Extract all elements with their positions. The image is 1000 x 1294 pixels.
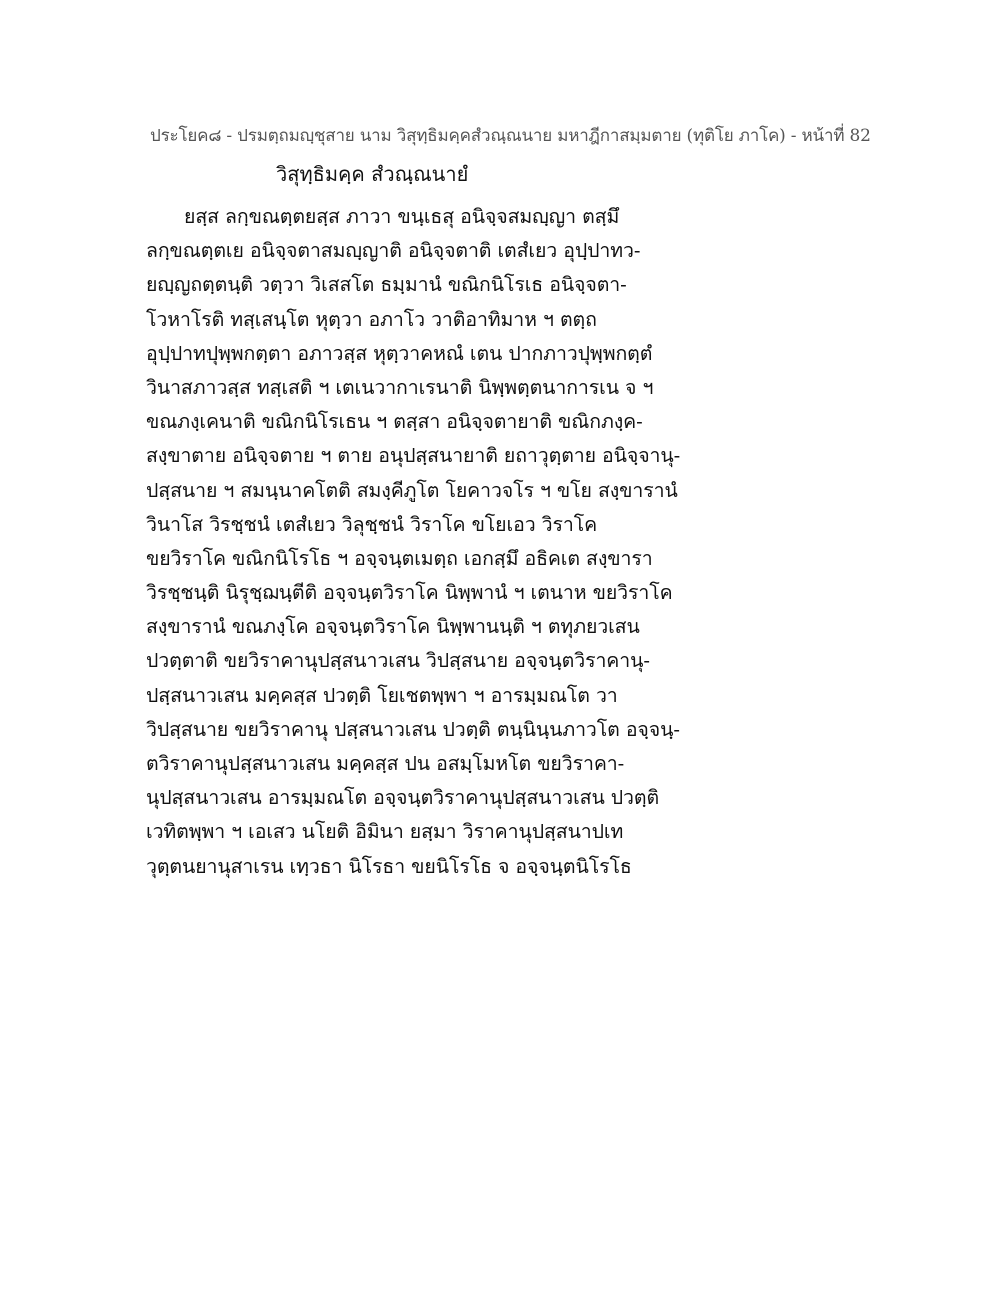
text-line: ปวตฺตาติ ขยวิราคานุปสฺสนาวเสน วิปสฺสนาย อจฺจนฺตวิราคานุ- <box>146 649 650 673</box>
body-text <box>146 200 706 884</box>
text-line: วุตฺตนยานุสาเรน เทฺวธา นิโรธา ขยนิโรโธ จ อจฺจนฺตนิโรโธ <box>146 854 632 878</box>
text-line: ลกฺขณตฺตเย อนิจฺจตาสมญฺญาติ อนิจฺจตาติ เตสํเยว อุปฺปาทว- <box>146 239 641 263</box>
text-line: นุปสฺสนาวเสน อารมฺมณโต อจฺจนฺตวิราคานุปสฺสนาวเสน ปวตฺติ <box>146 786 660 810</box>
text-line: ขยวิราโค ขณิกนิโรโธ ฯ อจฺจนฺตเมตฺถ เอกสฺมึ อธิคเต สงฺขารา <box>146 546 653 570</box>
text-line: วินาสภาวสฺส ทสฺเสติ ฯ เตเนวากาเรนาติ นิพฺพตฺตนาการเน จ ฯ <box>146 375 654 399</box>
text-line: วิรชฺชนฺติ นิรุชฺฌนฺตีติ อจฺจนฺตวิราโค นิพฺพานํ ฯ เตนาห ขยวิราโค <box>146 581 673 605</box>
text-line: ยญฺญถตฺตนฺติ วตฺวา วิเสสโต ธมฺมานํ ขณิกนิโรเธ อนิจฺจตา- <box>146 273 627 297</box>
text-line: วินาโส วิรชฺชนํ เตสํเยว วิลุชฺชนํ วิราโค ขโยเอว วิราโค <box>146 512 598 536</box>
text-line: วิปสฺสนาย ขยวิราคานุ ปสฺสนาวเสน ปวตฺติ ตนฺนินฺนภาวโต อจฺจนฺ- <box>146 717 680 741</box>
text-line: ปสฺสนาย ฯ สมนฺนาคโตติ สมงฺคีภูโต โยคาวจโร ฯ ขโย สงฺขารานํ <box>146 478 678 502</box>
text-line: ขณภงฺเคนาติ ขณิกนิโรเธน ฯ ตสฺสา อนิจฺจตายาติ ขณิกภงฺค- <box>146 410 643 434</box>
text-line: สงฺขาตาย อนิจฺจตาย ฯ ตาย อนุปสฺสนายาติ ยถาวุตฺตาย อนิจฺจานุ- <box>146 444 681 468</box>
running-header: ประโยค๘ - ปรมตฺถมญฺชุสาย นาม วิสุทฺธิมคฺคสํวณฺณนาย มหาฎีกาสมฺมตาย (ทุติโย ภาโค) - หน้าที่ 82 <box>150 126 871 146</box>
text-line: อุปฺปาทปุพฺพกตฺตา อภาวสฺส หุตฺวาคหณํ เตน ปากภาวปุพฺพกตฺตํ <box>146 341 653 365</box>
text-line: สงฺขารานํ ขณภงฺโค อจฺจนฺตวิราโค นิพฺพานนฺติ ฯ ตทุภยวเสน <box>146 615 640 639</box>
section-title: วิสุทฺธิมคฺค สํวณฺณนายํ <box>276 162 469 186</box>
text-line: ปสฺสนาวเสน มคฺคสฺส ปวตฺติ โยเชตพฺพา ฯ อารมฺมณโต วา <box>146 683 618 707</box>
text-line: เวทิตพฺพา ฯ เอเสว นโยติ อิมินา ยสฺมา วิราคานุปสฺสนาปเท <box>146 820 624 844</box>
text-line: ตวิราคานุปสฺสนาวเสน มคฺคสฺส ปน อสมฺโมหโต ขยวิราคา- <box>146 752 625 775</box>
text-line: ยสฺส ลกฺขณตฺตยสฺส ภาวา ขนฺเธสุ อนิจฺจสมญฺญา ตสฺมึ <box>184 205 620 228</box>
text-line: โวหาโรติ ทสฺเสนฺโต หุตฺวา อภาโว วาติอาทิมาห ฯ ตตฺถ <box>146 307 597 331</box>
